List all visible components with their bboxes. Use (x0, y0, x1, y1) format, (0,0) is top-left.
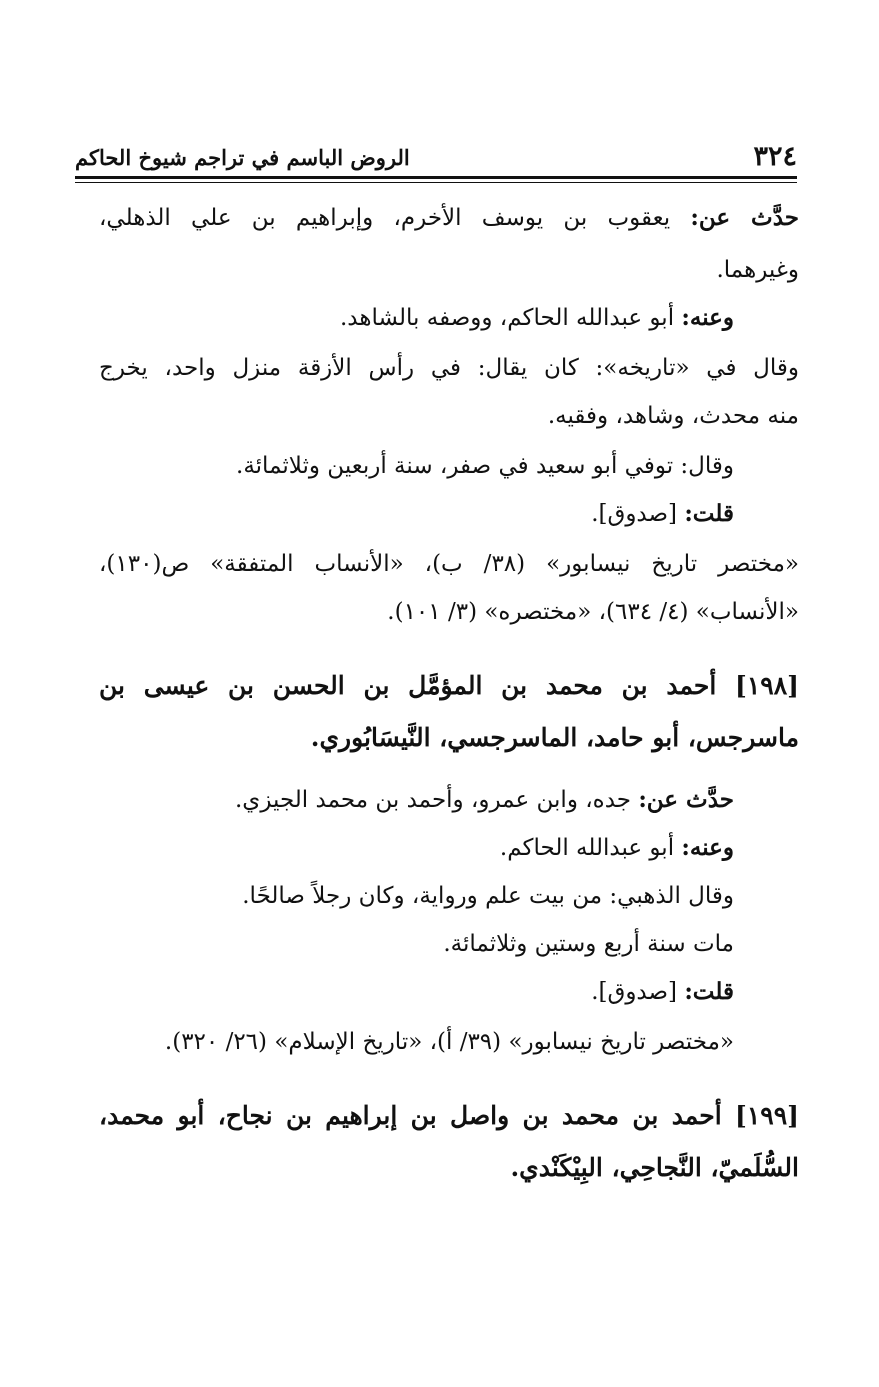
entry198-students (500, 830, 734, 866)
entry199-heading-line2: السُّلَميّ، النَّجاحِي، البِيْكَنْدي. (510, 1153, 799, 1182)
entry198-heading-line2: ماسرجس، أبو حامد، الماسرجسي، النَّيسَابُوري. (310, 723, 799, 752)
entry198-qult-label: قلت: (684, 978, 734, 1005)
entry197-qult-text: [صدوق]. (591, 501, 685, 527)
entry198-anhu-label: وعنه: (681, 834, 734, 861)
entry197-sources-line2: «الأنساب» (٤/ ٦٣٤)، «مختصره» (٣/ ١٠١). (387, 599, 799, 625)
header-rule-thin (75, 182, 797, 183)
entry197-teachers-line1 (99, 200, 799, 236)
entry197-teachers-text: يعقوب بن يوسف الأخرم، وإبراهيم بن علي الذهلي، (99, 205, 691, 231)
entry199-heading-line1: [١٩٩] أحمد بن محمد بن واصل بن إبراهيم بن نجاح، أبو محمد، (99, 1101, 799, 1130)
entry197-teachers-line2: وغيرهما. (716, 257, 799, 283)
entry198-death-note: مات سنة أربع وستين وثلاثمائة. (443, 931, 734, 957)
entry197-history-line1: وقال في «تاريخه»: كان يقال: في رأس الأزقة منزل واحد، يخرج (99, 355, 799, 381)
entry197-sources-line1: «مختصر تاريخ نيسابور» (٣٨/ ب)، «الأنساب المتفقة» ص(١٣٠)، (99, 551, 799, 577)
page-header (75, 128, 797, 170)
header-rule-thick (75, 176, 797, 179)
entry197-hadath-label: حدَّث عن: (690, 204, 799, 231)
entry197-death-note: وقال: توفي أبو سعيد في صفر، سنة أربعين وثلاثمائة. (236, 453, 734, 479)
entry198-grading (591, 974, 734, 1010)
running-title: الروض الباسم في تراجم شيوخ الحاكم (75, 145, 410, 170)
entry198-hadath-label: حدَّث عن: (638, 786, 734, 813)
page-number: ٣٢٤ (753, 141, 797, 172)
entry197-qult-label: قلت: (684, 500, 734, 527)
entry198-teachers (235, 782, 734, 818)
entry197-students (340, 300, 734, 336)
entry198-hadath-text: جده، وابن عمرو، وأحمد بن محمد الجيزي. (235, 787, 639, 813)
entry197-history-line2: منه محدث، وشاهد، وفقيه. (547, 403, 799, 429)
entry198-heading-line1: [١٩٨] أحمد بن محمد بن المؤمَّل بن الحسن بن عيسى بن (99, 671, 799, 700)
entry197-anhu-text: أبو عبدالله الحاكم، ووصفه بالشاهد. (340, 305, 682, 331)
entry198-qult-text: [صدوق]. (591, 979, 685, 1005)
entry198-anhu-text: أبو عبدالله الحاكم. (499, 835, 682, 861)
entry198-sources: «مختصر تاريخ نيسابور» (٣٩/ أ)، «تاريخ الإسلام» (٢٦/ ٣٢٠). (164, 1029, 734, 1055)
entry197-anhu-label: وعنه: (681, 304, 734, 331)
entry197-grading (591, 496, 734, 532)
entry198-dhahabi-note: وقال الذهبي: من بيت علم ورواية، وكان رجلاً صالحًا. (242, 883, 734, 909)
